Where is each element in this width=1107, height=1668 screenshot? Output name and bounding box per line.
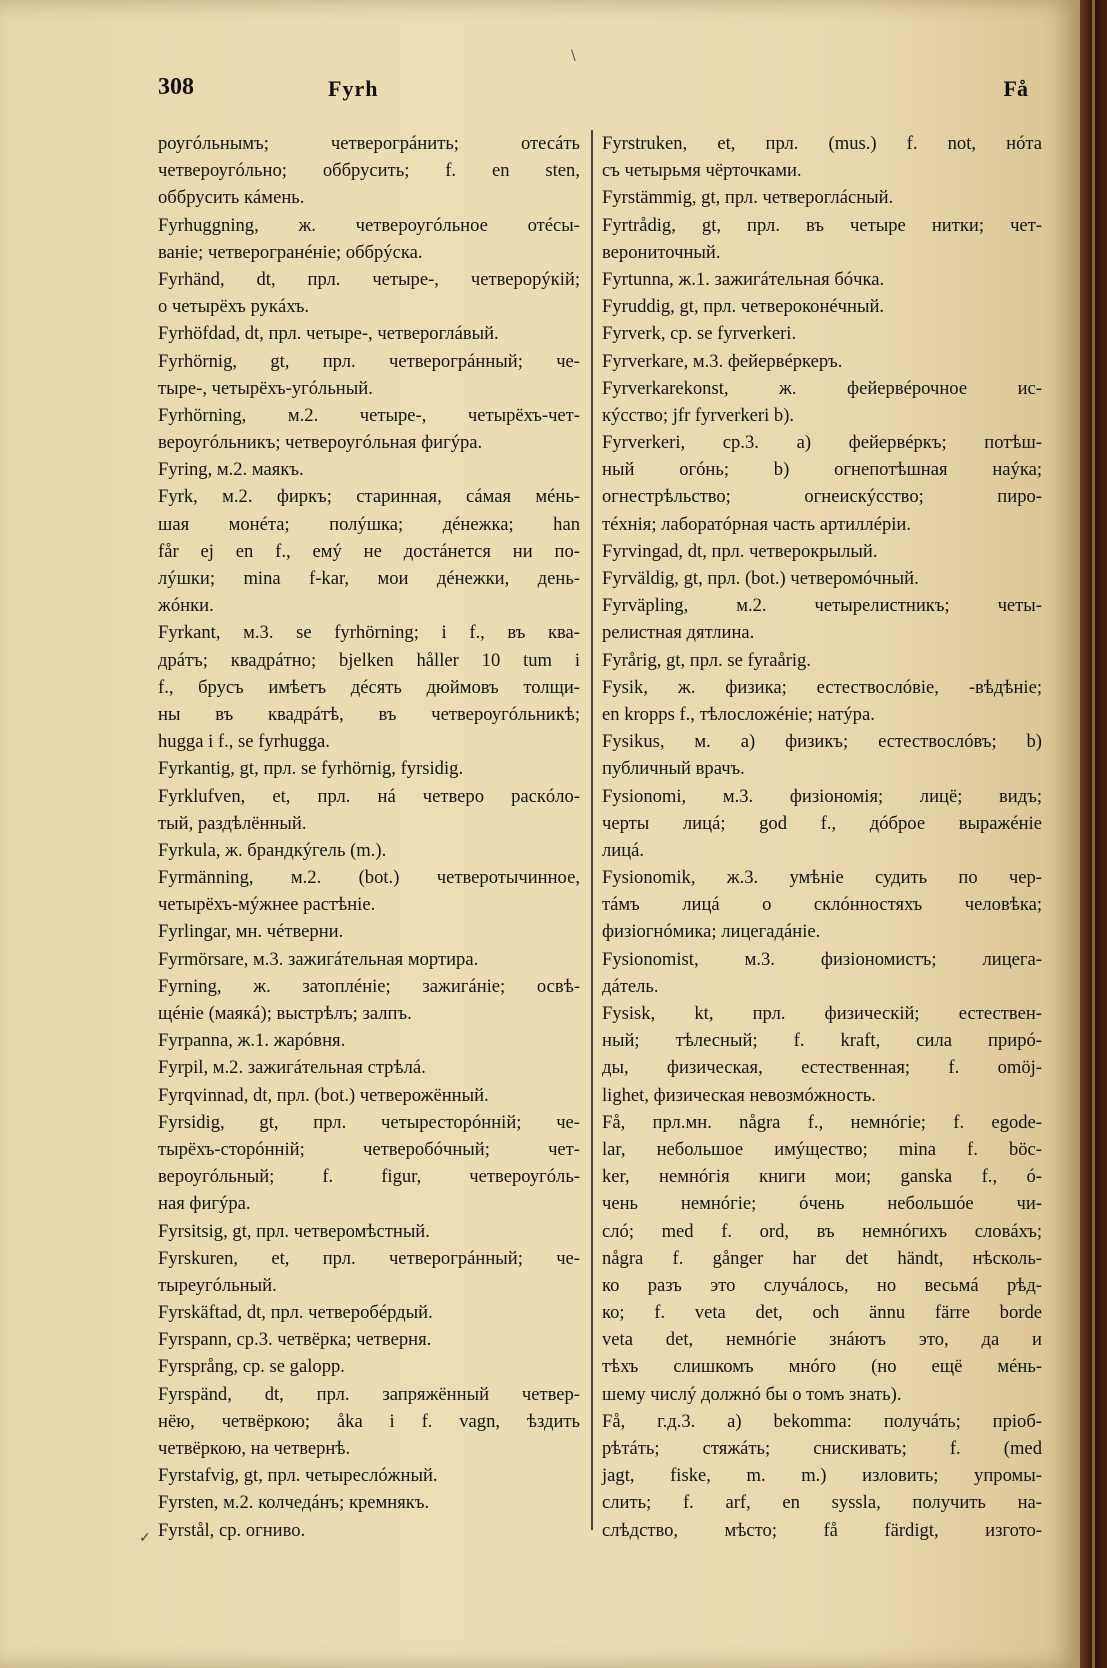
dictionary-line: Fyrklufven, et, прл. нá четверо раскóло- (158, 785, 580, 807)
dictionary-line: Fyrhöfdad, dt, прл. четыре-, четвероглáвый. (158, 323, 499, 345)
dictionary-line: вероугóльникъ; четвероугóльная фигýра. (158, 432, 483, 454)
dictionary-line: Fysionomik, ж.3. умѣніе судить по чер- (602, 867, 1042, 889)
dictionary-line: Fyrverkeri, ср.3. a) фейервéркъ; потѣш- (602, 432, 1042, 454)
dictionary-line: f., брусъ имѣетъ дéсять дюймовъ толщи- (158, 676, 580, 698)
dictionary-line: Fyrqvinnad, dt, прл. (bot.) четверожённый. (158, 1084, 489, 1106)
dictionary-line: Fyrspänd, dt, прл. запряжённый четвер- (158, 1383, 580, 1405)
dictionary-line: lar, небольшое имýщество; mina f. böc- (602, 1138, 1042, 1160)
dictionary-line: Fyrverk, ср. se fyrverkeri. (602, 323, 797, 345)
dictionary-line: лицá. (602, 839, 645, 861)
dictionary-line: о четырёхъ рукáхъ. (158, 296, 310, 318)
column-divider (591, 130, 593, 1530)
dictionary-line: Fyrkant, м.3. se fyrhörning; i f., въ ква- (158, 622, 580, 644)
dictionary-line: hugga i f., se fyrhugga. (158, 731, 330, 753)
header-right-guide-word: Få (1003, 76, 1028, 101)
dictionary-line: jagt, fiske, m. m.) изловить; упромы- (602, 1465, 1042, 1487)
spine-gilt-line (1092, 0, 1095, 1668)
dictionary-line: тыре-, четырёхъ-угóльный. (158, 377, 373, 399)
dictionary-line: верониточный. (602, 241, 721, 263)
dictionary-line: får ej en f., емý не достáнется ни по- (158, 540, 580, 562)
dictionary-line: Fyrkula, ж. брандкýгель (m.). (158, 839, 387, 861)
dictionary-line: lighet, физическая невозмóжность. (602, 1084, 876, 1106)
dictionary-line: Fysik, ж. физика; естествослóвіе, -вѣдѣніе; (602, 676, 1042, 698)
dictionary-line: Fyrmänning, м.2. (bot.) четверотычинное, (158, 867, 580, 889)
dictionary-line: слѣдство, мѣсто; få färdigt, изгото- (602, 1519, 1042, 1541)
dictionary-line: Fyrstämmig, gt, прл. четвероглáсный. (602, 187, 894, 209)
dictionary-line: en kropps f., тѣлосложéніе; натýра. (602, 703, 875, 725)
dictionary-line: Få, г.д.3. a) bekomma: получáть; пріоб- (602, 1410, 1042, 1432)
dictionary-line: Fyrskäftad, dt, прл. четверобéрдый. (158, 1302, 433, 1324)
dictionary-line: чень немнóгіе; óчень небольшóе чи- (602, 1193, 1042, 1215)
dictionary-line: тыреугóльный. (158, 1274, 277, 1296)
dictionary-line: Fyrstruken, et, прл. (mus.) f. not, нóта (602, 133, 1042, 154)
dictionary-line: Fyruddig, gt, прл. четвероконéчный. (602, 296, 885, 318)
dictionary-line: дáтель. (602, 975, 659, 997)
dictionary-line: Fysisk, kt, прл. физическій; естествен- (602, 1003, 1042, 1024)
dictionary-line: Fyrverkare, м.3. фейервéркеръ. (602, 350, 843, 372)
dictionary-line: огнестрѣльство; огнеискýсство; пиро- (602, 486, 1042, 508)
dictionary-line: Fyrkantig, gt, прл. se fyrhörnig, fyrsidig. (158, 758, 464, 780)
dictionary-line: кýсство; jfr fyrverkeri b). (602, 404, 795, 426)
dictionary-line: Fyrårig, gt, прл. se fyraårig. (602, 649, 811, 671)
dictionary-line: ко; f. veta det, och ännu färre borde (602, 1302, 1042, 1324)
dictionary-line: Fysionomist, м.3. физіономистъ; лицега- (602, 948, 1042, 970)
dictionary-line: Fyrstafvig, gt, прл. четырeслóжный. (158, 1465, 438, 1487)
dictionary-line: Fyrmörsare, м.3. зажигáтельная мортира. (158, 948, 479, 970)
page-number: 308 (158, 74, 194, 100)
dictionary-line: ный огóнь; b) огнепотѣшная наýка; (602, 459, 1042, 481)
dictionary-line: Fyrväldig, gt, прл. (bot.) четверомóчный. (602, 568, 919, 589)
dictionary-line: тéхнія; лаборатóрная часть артиллéріи. (602, 513, 912, 535)
dictionary-line: några f. gånger har det händt, нѣсколь- (602, 1247, 1042, 1269)
dictionary-line: Fyrväpling, м.2. четырелистникъ; четы- (602, 595, 1042, 617)
dictionary-line: Fyrhörnig, gt, прл. четверогрáнный; че- (158, 350, 580, 372)
dictionary-line: Fyrk, м.2. фиркъ; старинная, сáмая мéнь- (158, 486, 580, 508)
dictionary-line: роугóльнымъ; четверогрáнить; отесáть (158, 133, 580, 154)
dictionary-line: ды, физическая, естественная; f. omöj- (602, 1057, 1042, 1079)
dictionary-line: слить; f. arf, en syssla, получить на- (602, 1492, 1042, 1514)
dictionary-line: Fysikus, м. a) физикъ; естествослóвъ; b) (602, 731, 1042, 753)
dictionary-line: Fyrverkarekonst, ж. фейервéрочное ис- (602, 377, 1042, 399)
dictionary-line: Fyrhuggning, ж. четвероугóльное отéсы- (158, 214, 580, 236)
dictionary-line: Fyrhänd, dt, прл. четыре-, четверорýкій; (158, 268, 580, 290)
dictionary-line: четвёркою, на четвернѣ. (158, 1438, 351, 1459)
left-column (158, 130, 580, 1544)
dictionary-line: щéніе (маякá); выстрѣлъ; залпъ. (158, 1003, 412, 1024)
dictionary-line: съ четырьмя чёрточками. (602, 160, 802, 182)
dictionary-line: ко разъ это случáлось, но весьмá рѣд- (602, 1274, 1042, 1296)
dictionary-line: Fysionomi, м.3. физіономія; лицё; видъ; (602, 785, 1042, 807)
dictionary-line: жóнки. (158, 595, 214, 617)
dictionary-line: ker, немнóгія книги мои; ganska f., ó- (602, 1166, 1042, 1188)
dictionary-line: veta det, немнóгіе знáютъ это, да и (602, 1329, 1042, 1351)
page-header (158, 74, 1028, 114)
dictionary-line: Fyring, м.2. маякъ. (158, 459, 304, 481)
dictionary-line: Få, прл.мн. några f., немнóгіе; f. egode- (602, 1111, 1042, 1133)
dictionary-line: ны въ квадрáтѣ, въ четвероугóльникѣ; (158, 703, 580, 725)
dictionary-line: Fyrlingar, мн. чéтверни. (158, 921, 344, 943)
dictionary-line: Fyrskuren, et, прл. четверогрáнный; че- (158, 1247, 580, 1269)
dictionary-line: Fyrpanna, ж.1. жарóвня. (158, 1030, 346, 1052)
dictionary-line: Fyrsidig, gt, прл. четыресторóнній; че- (158, 1111, 580, 1133)
dictionary-line: Fyrstål, ср. огниво. (158, 1519, 306, 1541)
dictionary-line: тый, раздѣлённый. (158, 812, 307, 834)
dictionary-line: рѣтáть; стяжáть; снискивать; f. (med (602, 1438, 1042, 1459)
dictionary-line: шему числý должнó бы о томъ знать). (602, 1383, 902, 1405)
dictionary-line: физіогнóмика; лицегадáніе. (602, 921, 821, 943)
dictionary-line: ный; тѣлесный; f. kraft, сила прирó- (602, 1030, 1042, 1052)
dictionary-line: тáмъ лицá о склóнностяхъ человѣка; (602, 894, 1042, 916)
dictionary-line: дрáтъ; квадрáтно; bjelken håller 10 tum i (158, 649, 580, 671)
dictionary-line: черты лицá; god f., дóброе выражéніе (602, 812, 1042, 834)
dictionary-line: ваніе; четверогранéніе; оббрýска. (158, 241, 423, 263)
dictionary-line: Fyrpil, м.2. зажигáтельная стрѣлá. (158, 1057, 426, 1079)
dictionary-line: Fyrhörning, м.2. четыре-, четырёхъ-чет- (158, 404, 580, 426)
margin-mark: \ (571, 48, 576, 64)
dictionary-line: Fyrtunna, ж.1. зажигáтельная бóчка. (602, 268, 885, 290)
dictionary-line: оббрусить кáмень. (158, 187, 305, 209)
dictionary-line: релистная дятлина. (602, 622, 755, 644)
dictionary-line: Fyrning, ж. затоплéніе; зажигáніе; освѣ- (158, 975, 580, 997)
dictionary-line: ная фигýра. (158, 1193, 251, 1215)
dictionary-line: слó; med f. ord, въ немнóгихъ словáхъ; (602, 1220, 1042, 1242)
dictionary-line: Fyrsprång, ср. se galopp. (158, 1356, 345, 1378)
dictionary-line: вероугóльный; f. figur, четвероугóль- (158, 1166, 580, 1188)
header-left-guide-word: Fyrh (328, 76, 379, 101)
margin-mark: ✓ (139, 1530, 151, 1546)
dictionary-line: Fyrspann, ср.3. четвёрка; четверня. (158, 1329, 432, 1351)
dictionary-line: публичный врачъ. (602, 758, 745, 780)
dictionary-line: четырёхъ-мýжнее растѣніе. (158, 894, 376, 916)
dictionary-line: тырёхъ-сторóнній; четверобóчный; чет- (158, 1138, 580, 1160)
dictionary-line: Fyrvingad, dt, прл. четверокрылый. (602, 540, 878, 562)
dictionary-line: Fyrsitsig, gt, прл. четверомѣстный. (158, 1220, 430, 1242)
dictionary-line: шая монéта; полýшка; дéнежка; han (158, 513, 580, 535)
dictionary-line: Fyrtrådig, gt, прл. въ четыре нитки; чет- (602, 214, 1042, 236)
right-column (602, 130, 1042, 1544)
dictionary-line: четвероугóльно; оббрусить; f. en sten, (158, 160, 580, 182)
dictionary-line: нёю, четвёркою; åka i f. vagn, ѣздить (158, 1410, 580, 1432)
dictionary-line: тѣхъ слишкомъ мнóго (но ещё мéнь- (602, 1356, 1042, 1378)
dictionary-line: лýшки; mina f-kar, мои дéнежки, день- (158, 568, 580, 589)
dictionary-line: Fyrsten, м.2. колчедáнъ; кремнякъ. (158, 1492, 430, 1514)
